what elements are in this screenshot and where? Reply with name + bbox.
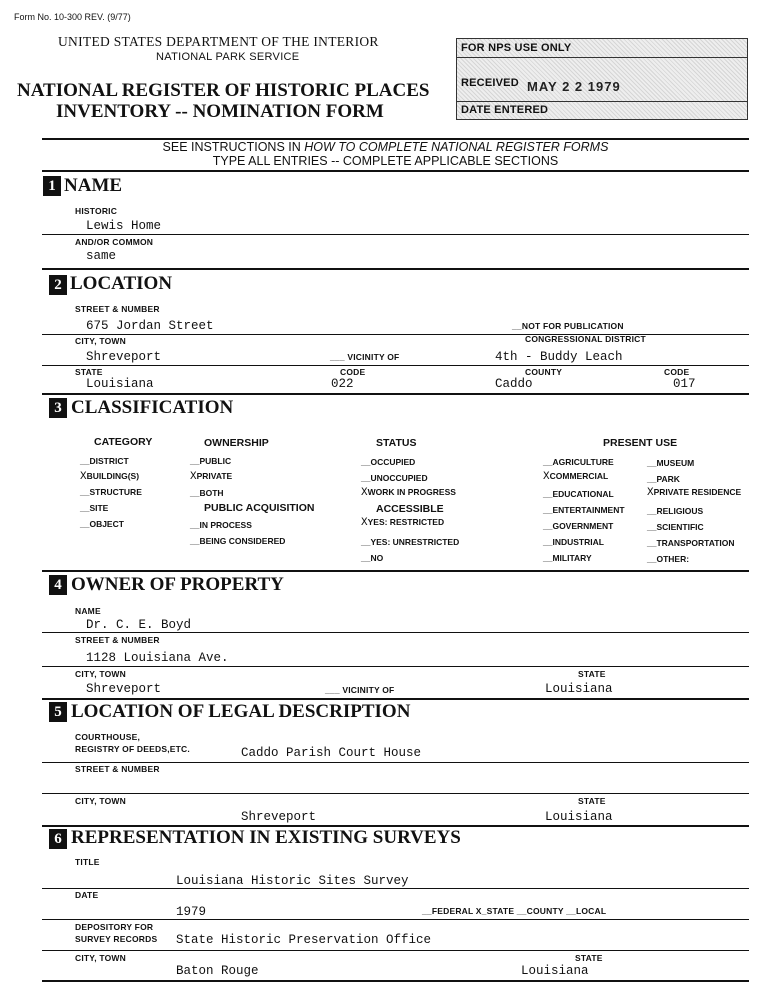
received-label: RECEIVED xyxy=(461,77,519,89)
use-military: __MILITARY xyxy=(543,553,592,563)
use-religious: __RELIGIOUS xyxy=(647,506,704,516)
owner-city: Shreveport xyxy=(86,682,162,696)
city-town: Shreveport xyxy=(86,350,162,364)
owner-street: 1128 Louisiana Ave. xyxy=(86,651,229,665)
common-name: same xyxy=(86,249,117,263)
owner-state-label: STATE xyxy=(578,669,606,679)
section-6-number: 6 xyxy=(49,829,67,849)
use-private-residence: XPRIVATE RESIDENCE xyxy=(647,487,742,499)
owner-name: Dr. C. E. Boyd xyxy=(86,618,192,632)
use-industrial: __INDUSTRIAL xyxy=(543,537,604,547)
courthouse-label: COURTHOUSE, xyxy=(75,732,141,742)
state-code: 022 xyxy=(331,377,354,391)
use-entertainment: __ENTERTAINMENT xyxy=(543,505,625,515)
survey-date-label: DATE xyxy=(75,890,99,900)
accessible-heading: ACCESSIBLE xyxy=(376,503,444,515)
not-for-publication: __NOT FOR PUBLICATION xyxy=(512,321,624,331)
vicinity-of: ___ VICINITY OF xyxy=(330,352,400,362)
county-code: 017 xyxy=(673,377,696,391)
depository-label: DEPOSITORY FOR xyxy=(75,922,154,932)
accessible-no: __NO xyxy=(361,553,384,563)
received-stamp: MAY 2 2 1979 xyxy=(527,79,621,94)
department-name: UNITED STATES DEPARTMENT OF THE INTERIOR xyxy=(58,34,379,49)
section-5-number: 5 xyxy=(49,702,67,722)
instructions-line1: SEE INSTRUCTIONS IN HOW TO COMPLETE NATIONAL REGISTER FORMS xyxy=(162,140,609,154)
county: Caddo xyxy=(495,377,533,391)
section-1-number: 1 xyxy=(43,176,61,196)
legal-state-label: STATE xyxy=(578,796,606,806)
use-commercial: XCOMMERCIAL xyxy=(543,471,609,483)
historic-label: HISTORIC xyxy=(75,206,118,216)
owner-vicinity-of: ___ VICINITY OF xyxy=(325,685,395,695)
code-label: CODE xyxy=(340,367,366,377)
congressional-district-label: CONGRESSIONAL DISTRICT xyxy=(525,334,646,344)
historic-name: Lewis Home xyxy=(86,219,162,233)
ownership-public: __PUBLIC xyxy=(190,456,232,466)
service-name: NATIONAL PARK SERVICE xyxy=(156,51,300,63)
owner-name-label: NAME xyxy=(75,606,101,616)
survey-city: Baton Rouge xyxy=(176,964,259,978)
status-occupied: __OCCUPIED xyxy=(361,457,416,467)
use-other: __OTHER: xyxy=(647,554,690,564)
section-3-number: 3 xyxy=(49,398,67,418)
form-number: Form No. 10-300 REV. (9/77) xyxy=(14,12,131,22)
survey-city-label: CITY, TOWN xyxy=(75,953,126,963)
category-object: __OBJECT xyxy=(80,519,124,529)
ownership-heading: OWNERSHIP xyxy=(204,437,269,449)
acquisition-being-considered: __BEING CONSIDERED xyxy=(190,536,286,546)
survey-state: Louisiana xyxy=(521,964,589,978)
state-label: STATE xyxy=(75,367,103,377)
section-5-title: LOCATION OF LEGAL DESCRIPTION xyxy=(71,701,411,722)
section-4-title: OWNER OF PROPERTY xyxy=(71,574,284,595)
public-acquisition-heading: PUBLIC ACQUISITION xyxy=(204,502,315,514)
use-transportation: __TRANSPORTATION xyxy=(647,538,735,548)
use-scientific: __SCIENTIFIC xyxy=(647,522,704,532)
accessible-yes-unrestricted: __YES: UNRESTRICTED xyxy=(361,537,460,547)
status-work-in-progress: XWORK IN PROGRESS xyxy=(361,487,456,499)
street-address: 675 Jordan Street xyxy=(86,319,214,333)
use-park: __PARK xyxy=(647,474,680,484)
form-title-line1: NATIONAL REGISTER OF HISTORIC PLACES xyxy=(17,80,430,101)
category-structure: __STRUCTURE xyxy=(80,487,142,497)
legal-city-label: CITY, TOWN xyxy=(75,796,126,806)
date-entered-label: DATE ENTERED xyxy=(461,104,549,116)
street-number-label: STREET & NUMBER xyxy=(75,304,160,314)
use-agriculture: __AGRICULTURE xyxy=(543,457,614,467)
registry-label: REGISTRY OF DEEDS,ETC. xyxy=(75,744,190,754)
legal-city: Shreveport xyxy=(241,810,317,824)
courthouse-name: Caddo Parish Court House xyxy=(241,746,422,760)
survey-title: Louisiana Historic Sites Survey xyxy=(176,874,409,888)
legal-street-label: STREET & NUMBER xyxy=(75,764,160,774)
acquisition-in-process: __IN PROCESS xyxy=(190,520,252,530)
state: Louisiana xyxy=(86,377,154,391)
status-unoccupied: __UNOCCUPIED xyxy=(361,473,428,483)
county-label: COUNTY xyxy=(525,367,563,377)
survey-state-label: STATE xyxy=(575,953,603,963)
section-3-title: CLASSIFICATION xyxy=(71,397,234,418)
section-6-title: REPRESENTATION IN EXISTING SURVEYS xyxy=(71,827,461,848)
congressional-district: 4th - Buddy Leach xyxy=(495,350,623,364)
owner-city-label: CITY, TOWN xyxy=(75,669,126,679)
use-educational: __EDUCATIONAL xyxy=(543,489,614,499)
survey-date: 1979 xyxy=(176,905,207,919)
common-name-label: AND/OR COMMON xyxy=(75,237,154,247)
owner-state: Louisiana xyxy=(545,682,613,696)
section-1-title: NAME xyxy=(64,175,123,196)
category-district: __DISTRICT xyxy=(80,456,129,466)
survey-records-label: SURVEY RECORDS xyxy=(75,934,158,944)
survey-levels: __FEDERAL X_STATE __COUNTY __LOCAL xyxy=(422,906,607,916)
owner-street-label: STREET & NUMBER xyxy=(75,635,160,645)
form-title-line2: INVENTORY -- NOMINATION FORM xyxy=(56,101,384,122)
ownership-both: __BOTH xyxy=(190,488,224,498)
instructions-line2: TYPE ALL ENTRIES -- COMPLETE APPLICABLE SECTIONS xyxy=(212,154,559,168)
section-2-title: LOCATION xyxy=(70,273,173,294)
nps-use-label: FOR NPS USE ONLY xyxy=(461,42,572,54)
section-4-number: 4 xyxy=(49,575,67,595)
city-town-label: CITY, TOWN xyxy=(75,336,126,346)
use-government: __GOVERNMENT xyxy=(543,521,614,531)
use-museum: __MUSEUM xyxy=(647,458,695,468)
section-2-number: 2 xyxy=(49,275,67,295)
nps-use-box xyxy=(456,38,748,120)
status-heading: STATUS xyxy=(376,437,417,449)
category-buildings: XBUILDING(S) xyxy=(80,471,140,483)
accessible-yes-restricted: XYES: RESTRICTED xyxy=(361,517,445,529)
category-site: __SITE xyxy=(80,503,109,513)
county-code-label: CODE xyxy=(664,367,690,377)
ownership-private: XPRIVATE xyxy=(190,471,233,483)
depository-name: State Historic Preservation Office xyxy=(176,933,432,947)
legal-state: Louisiana xyxy=(545,810,613,824)
present-use-heading: PRESENT USE xyxy=(603,437,678,449)
category-heading: CATEGORY xyxy=(94,436,153,448)
survey-title-label: TITLE xyxy=(75,857,100,867)
